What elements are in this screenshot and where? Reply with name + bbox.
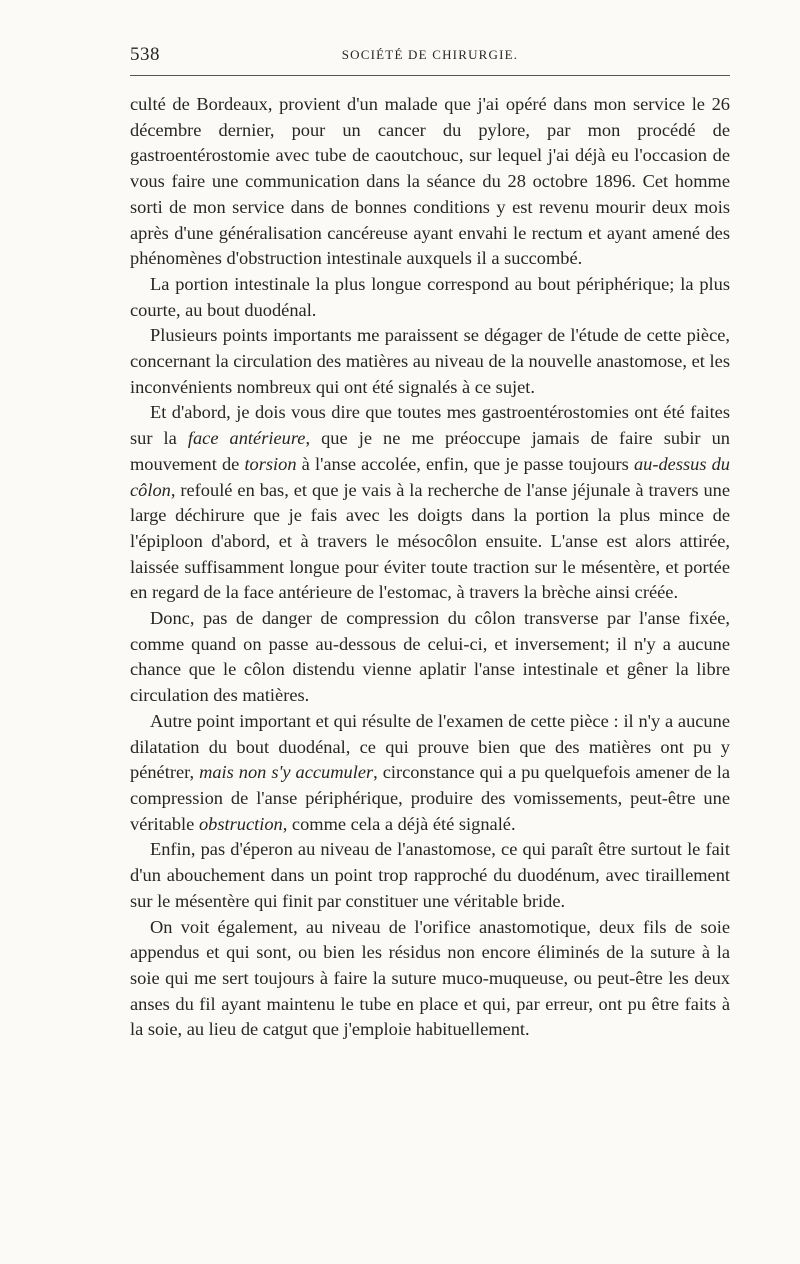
text-run: Donc, pas de danger de compression du côlon transverse par l'anse fixée, comme quand on passe au-dessous de celui-ci, et inversement; il n'y a aucune chance que le côlon distendu vienne aplatir l'anse intestinale et gêner la libre circulation des matières. xyxy=(130,608,730,706)
paragraph-2 xyxy=(130,272,730,323)
text-run: Et d'abord, je dois vous dire que toutes mes gastroentérostomies ont été faites sur la xyxy=(130,402,730,449)
text-run: Plusieurs points importants me paraissent se dégager de l'étude de cette pièce, concernant la circulation des matières au niveau de la nouvelle anastomose, et les inconvénients nombreux qui ont été signalés à ce sujet. xyxy=(130,325,730,397)
text-run: à l'anse accolée, enfin, que je passe toujours xyxy=(296,453,634,474)
text-run: , comme cela a déjà été signalé. xyxy=(282,813,516,834)
text-run: On voit également, au niveau de l'orifice anastomotique, deux fils de soie appendus et qui sont, ou bien les résidus non encore éliminés de la suture à la soie qui me sert toujours à faire la suture muco-muqueuse, ou peut-être les deux anses du fil ayant maintenu le tube en place et qui, par erreur, ont pu être faits à la soie, au lieu de catgut que j'emploie habituellement. xyxy=(130,916,730,1040)
italic-run: face antérieure xyxy=(187,428,306,449)
text-run: , circonstance qui a pu quelquefois amener de la compression de l'anse périphérique, produire des vomissements, peut-être une véritable xyxy=(130,762,730,834)
text-run: , refoulé en bas, et que je vais à la recherche de l'anse jéjunale à travers une large déchirure que je fais avec les doigts dans la portion la plus mince de l'épiploon d'abord, et à travers le mésocôlon ensuite. L'anse est alors attirée, laissée suffisamment longue pour éviter toute traction sur le mésentère, et portée en regard de la face antérieure de l'estomac, à travers la brèche ainsi créée. xyxy=(130,479,730,603)
page-header xyxy=(130,44,730,72)
paragraph-8 xyxy=(130,915,730,1044)
paragraph-5 xyxy=(130,606,730,709)
paragraph-4 xyxy=(130,400,730,606)
text-run: culté de Bordeaux, provient d'un malade que j'ai opéré dans mon service le 26 décembre dernier, pour un cancer du pylore, par mon procédé de gastroentérostomie avec tube de caoutchouc, sur lequel j'ai déjà eu l'occasion de vous faire une communication dans la séance du 28 octobre 1896. Cet homme sorti de mon service dans de bonnes conditions y est revenu mourir deux mois après d'une généralisation cancéreuse ayant envahi le rectum et ayant amené des phénomènes d'obstruction intestinale auxquels il a succombé. xyxy=(130,94,730,269)
paragraph-6 xyxy=(130,709,730,838)
page-number: 538 xyxy=(130,44,160,65)
italic-run: mais non s'y accumuler xyxy=(199,762,374,783)
text-run: Autre point important et qui résulte de l'examen de cette pièce : il n'y a aucune dilatation du bout duodénal, ce qui prouve bien que des matières ont pu y pénétrer, xyxy=(130,710,730,783)
body-text xyxy=(130,92,730,1043)
italic-run: obstruction xyxy=(198,813,283,834)
paragraph-7 xyxy=(130,837,730,914)
italic-run: torsion xyxy=(244,453,297,474)
paragraph-1 xyxy=(130,92,730,272)
italic-run: au-dessus du côlon xyxy=(130,453,731,500)
header-rule xyxy=(130,75,730,76)
text-run: Enfin, pas d'éperon au niveau de l'anastomose, ce qui paraît être surtout le fait d'un abouchement dans un point trop rapproché du duodénum, avec tiraillement sur le mésentère qui finit par constituer une véritable bride. xyxy=(130,839,730,911)
text-run: La portion intestinale la plus longue correspond au bout périphérique; la plus courte, au bout duodénal. xyxy=(130,273,730,320)
paragraph-3 xyxy=(130,323,730,400)
text-run: , que je ne me préoccupe jamais de faire subir un mouvement de xyxy=(130,428,730,474)
running-title: SOCIÉTÉ DE CHIRURGIE. xyxy=(341,47,519,62)
